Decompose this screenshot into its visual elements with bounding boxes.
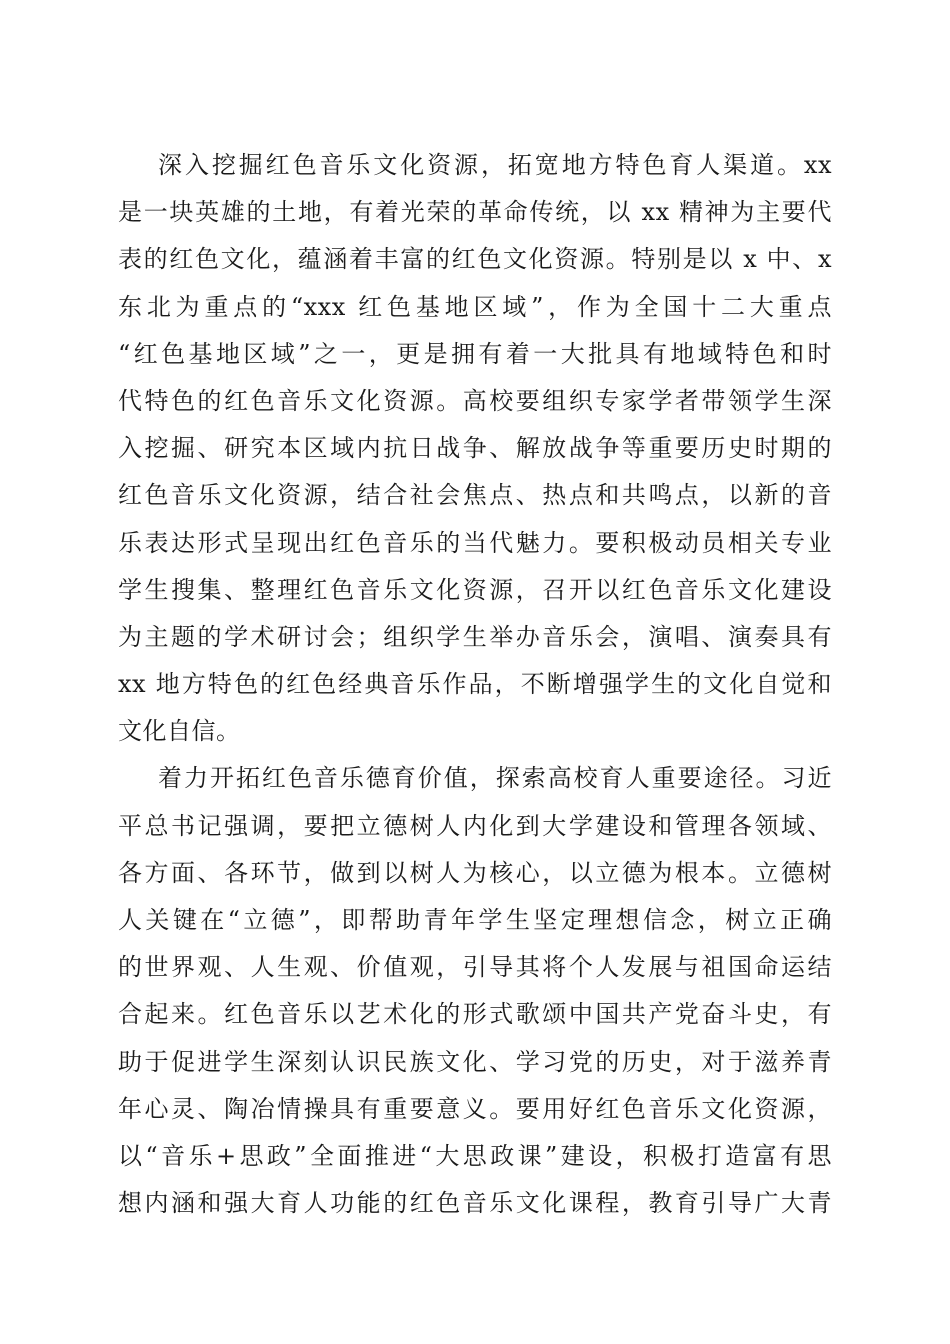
- text-line: 年心灵、陶冶情操具有重要意义。要用好红色音乐文化资源，: [118, 1094, 832, 1123]
- text-line: 助于促进学生深刻认识民族文化、学习党的历史，对于滋养青: [118, 1047, 832, 1076]
- text-line: 文化自信。: [118, 717, 241, 746]
- text-line: 红色音乐文化资源，结合社会焦点、热点和共鸣点，以新的音: [118, 481, 832, 510]
- text-line: 乐表达形式呈现出红色音乐的当代魅力。要积极动员相关专业: [118, 528, 832, 557]
- text-line: 想内涵和强大育人功能的红色音乐文化课程，教育引导广大青: [118, 1189, 832, 1218]
- text-line: 为主题的学术研讨会；组织学生举办音乐会，演唱、演奏具有: [118, 622, 832, 651]
- text-line: 学生搜集、整理红色音乐文化资源，召开以红色音乐文化建设: [118, 575, 832, 604]
- text-line: 人关键在“立德”，即帮助青年学生坚定理想信念，树立正确: [118, 906, 832, 934]
- text-line: 合起来。红色音乐以艺术化的形式歌颂中国共产党奋斗史，有: [118, 1000, 832, 1029]
- text-line: “红色基地区域”之一，更是拥有着一大批具有地域特色和时: [118, 339, 832, 368]
- text-line: 各方面、各环节，做到以树人为核心，以立德为根本。立德树: [118, 858, 832, 887]
- text-line: 以“音乐+思政”全面推进“大思政课”建设，积极打造富有思: [118, 1141, 832, 1170]
- text-line: 着力开拓红色音乐德育价值，探索高校育人重要途径。习近: [158, 764, 832, 793]
- text-line: 平总书记强调，要把立德树人内化到大学建设和管理各领域、: [118, 811, 832, 840]
- text-line: 代特色的红色音乐文化资源。高校要组织专家学者带领学生深: [118, 386, 832, 415]
- text-line: 深入挖掘红色音乐文化资源，拓宽地方特色育人渠道。xx: [158, 151, 832, 179]
- text-line: xx 地方特色的红色经典音乐作品，不断增强学生的文化自觉和: [118, 670, 832, 699]
- paragraph-moral-education-value: [118, 755, 832, 1227]
- text-line: 表的红色文化，蕴涵着丰富的红色文化资源。特别是以 x 中、x: [118, 245, 832, 274]
- paragraph-red-music-resources: [118, 142, 832, 755]
- document-body: [118, 142, 832, 1227]
- text-line: 是一块英雄的土地，有着光荣的革命传统，以 xx 精神为主要代: [118, 198, 832, 227]
- text-line: 的世界观、人生观、价值观，引导其将个人发展与祖国命运结: [118, 953, 832, 982]
- text-line: 东北为重点的“xxx 红色基地区域”，作为全国十二大重点: [118, 292, 832, 321]
- text-line: 入挖掘、研究本区域内抗日战争、解放战争等重要历史时期的: [118, 434, 832, 463]
